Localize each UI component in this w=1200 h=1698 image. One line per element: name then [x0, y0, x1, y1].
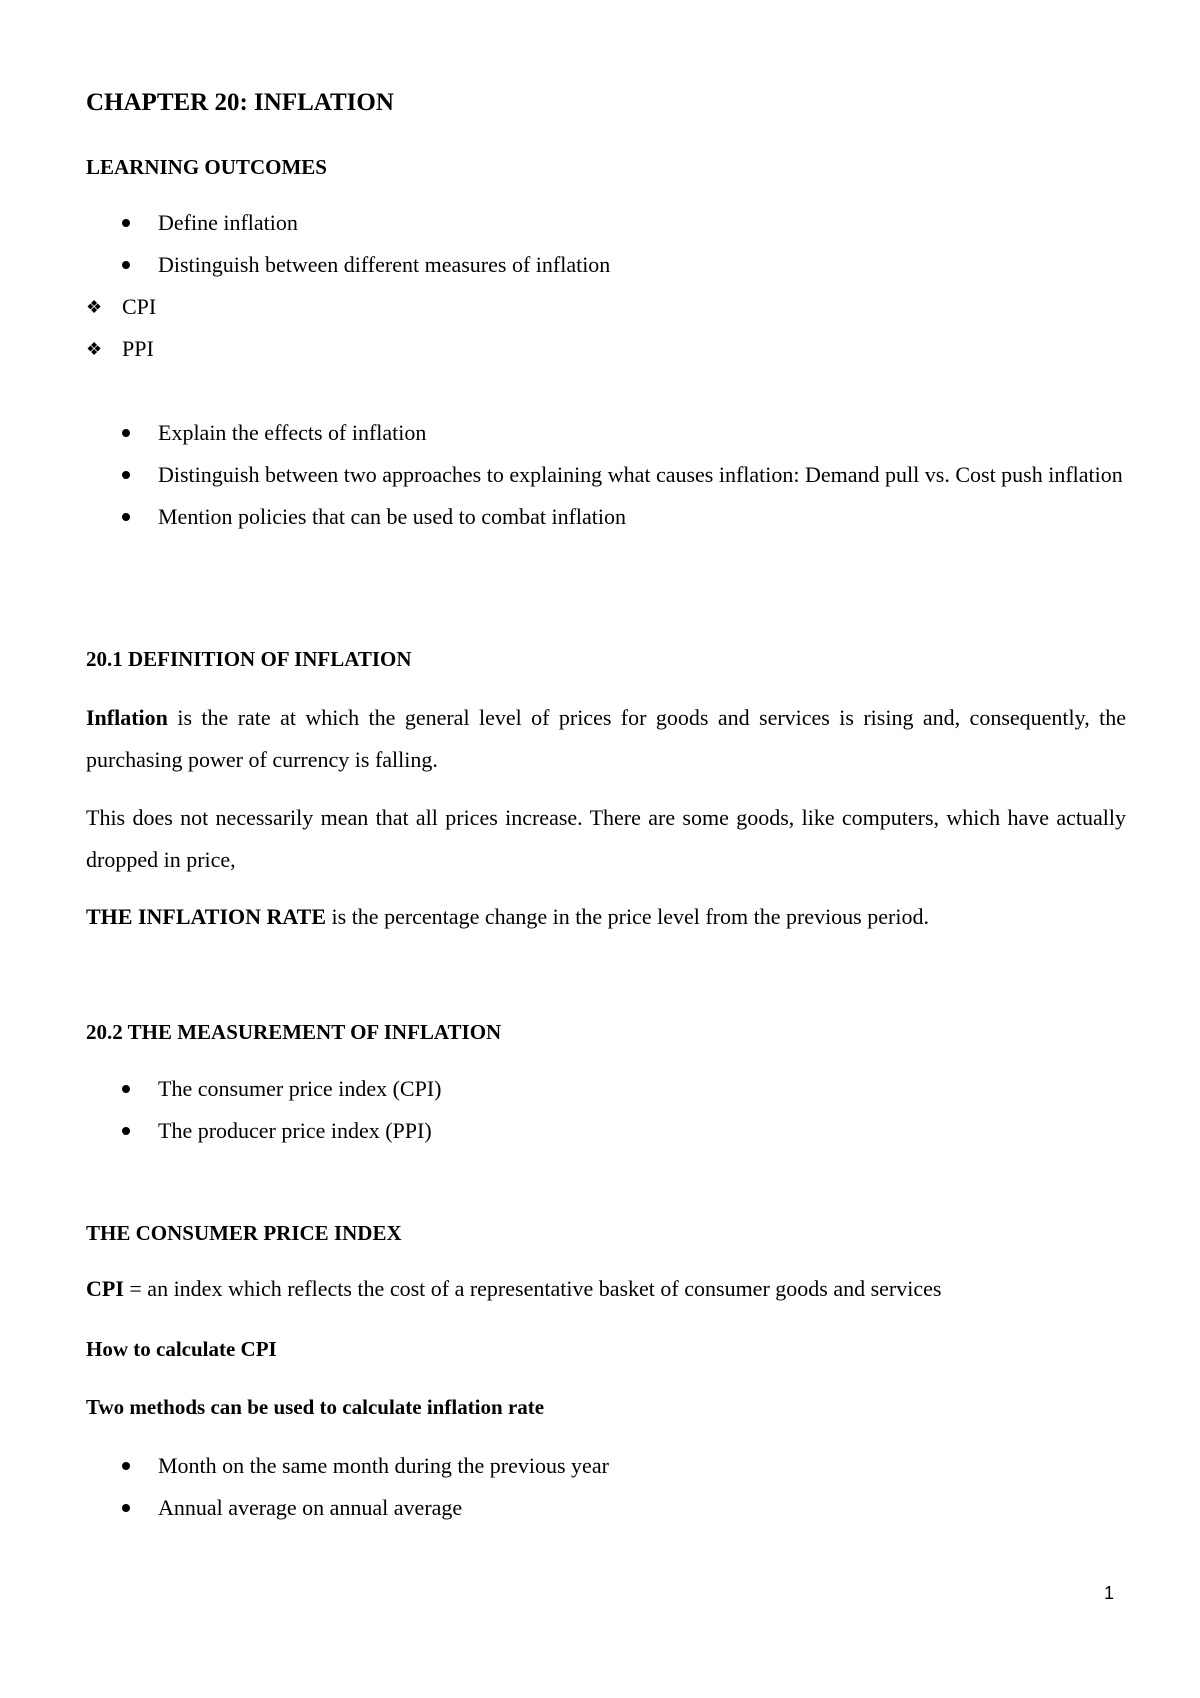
list-item [86, 202, 1126, 244]
inflation-rate-paragraph [86, 896, 1126, 938]
list-item [86, 1068, 1126, 1110]
how-to-calculate-heading: How to calculate CPI [86, 1337, 277, 1361]
inflation-definition-text: is the rate at which the general level of prices for goods and services is rising and, consequently, the purchasing power of currency is falling. [86, 705, 1126, 772]
section-20-1-heading: 20.1 DEFINITION OF INFLATION [86, 647, 412, 671]
list-item-text: Mention policies that can be used to combat inflation [158, 504, 626, 529]
inflation-rate-text: is the percentage change in the price level from the previous period. [326, 904, 929, 929]
list-item [86, 454, 1126, 496]
measurement-list [86, 1068, 1126, 1152]
bullet-icon [122, 1504, 130, 1512]
list-item-text: PPI [122, 336, 154, 361]
bullet-icon [122, 1127, 130, 1135]
list-item-text: Explain the effects of inflation [158, 420, 427, 445]
inflation-term: Inflation [86, 705, 168, 730]
list-item-text: CPI [122, 294, 157, 319]
list-item-text: Distinguish between different measures of inflation [158, 252, 611, 277]
section-20-2-heading: 20.2 THE MEASUREMENT OF INFLATION [86, 1020, 502, 1044]
bullet-icon [122, 513, 130, 521]
learning-outcomes-heading: LEARNING OUTCOMES [86, 155, 327, 179]
measures-sub-list [86, 286, 156, 370]
bullet-icon [122, 1085, 130, 1093]
chapter-title: CHAPTER 20: INFLATION [86, 89, 394, 116]
list-item [86, 286, 156, 328]
cpi-definition-paragraph [86, 1268, 1126, 1310]
list-item [86, 328, 156, 370]
page-number: 1 [1104, 1583, 1115, 1603]
bullet-icon [122, 261, 130, 269]
methods-heading: Two methods can be used to calculate inflation rate [86, 1395, 545, 1419]
bullet-icon [122, 471, 130, 479]
diamond-bullet-icon: ❖ [86, 339, 103, 359]
list-item-text: Define inflation [158, 210, 298, 235]
diamond-bullet-icon: ❖ [86, 297, 103, 317]
bullet-icon [122, 219, 130, 227]
list-item [86, 412, 1126, 454]
list-item [86, 1487, 1126, 1529]
list-item-text: The consumer price index (CPI) [158, 1076, 442, 1101]
list-item-text: The producer price index (PPI) [158, 1118, 432, 1143]
price-note-paragraph: This does not necessarily mean that all prices increase. There are some goods, like computers, which have actually dropped in price, [86, 805, 1126, 872]
cpi-heading: THE CONSUMER PRICE INDEX [86, 1221, 402, 1245]
list-item [86, 1445, 1126, 1487]
learning-outcomes-list-b [86, 412, 1126, 538]
cpi-term: CPI [86, 1276, 124, 1301]
list-item [86, 1110, 1126, 1152]
learning-outcomes-list-a [86, 202, 1126, 286]
bullet-icon [122, 1462, 130, 1470]
inflation-rate-term: THE INFLATION RATE [86, 904, 327, 929]
list-item-text: Distinguish between two approaches to explaining what causes inflation: Demand pull vs. Cost push inflation [158, 462, 1123, 487]
list-item [86, 496, 1126, 538]
list-item-text: Annual average on annual average [158, 1495, 463, 1520]
cpi-definition-text: = an index which reflects the cost of a representative basket of consumer goods and services [123, 1276, 942, 1301]
inflation-definition-paragraph [86, 697, 1126, 781]
list-item [86, 244, 1126, 286]
methods-list [86, 1445, 1126, 1529]
list-item-text: Month on the same month during the previous year [158, 1453, 609, 1478]
bullet-icon [122, 429, 130, 437]
